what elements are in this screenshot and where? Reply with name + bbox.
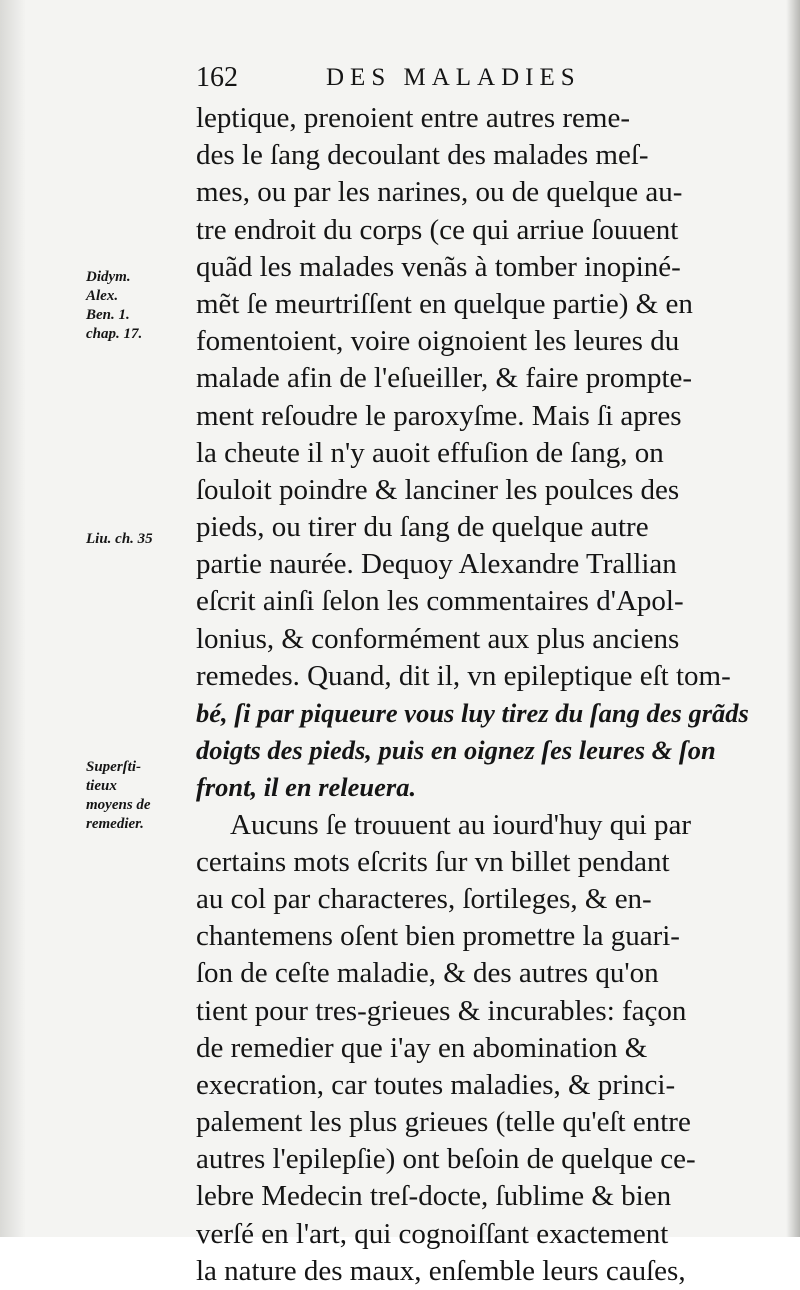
- text-line: ment reſoudre le paroxyſme. Mais ſi apres: [196, 399, 682, 432]
- running-head: [196, 58, 606, 98]
- text-line: leptique, prenoient entre autres reme-: [196, 102, 630, 134]
- margin-note-line: Superſti-: [86, 759, 142, 775]
- page-number: 162: [196, 62, 238, 93]
- page-edge-shadow: [786, 0, 800, 1237]
- text-line: palement les plus grieues (telle qu'eſt entre: [196, 1106, 691, 1139]
- text-line: eſcrit ainſi ſelon les commentaires d'Apol-: [196, 585, 684, 618]
- page-gutter-shadow: [0, 0, 26, 1237]
- text-line: mes, ou par les narines, ou de quelque au-: [196, 176, 683, 209]
- text-line: pieds, ou tirer du ſang de quelque autre: [196, 511, 649, 544]
- text-line: de remedier que i'ay en abomination &: [196, 1031, 648, 1064]
- text-line: au col par characteres, ſortileges, & en-: [196, 882, 652, 915]
- margin-note-superstitieux: [86, 758, 151, 834]
- text-line: execration, car toutes maladies, & princi-: [196, 1068, 676, 1101]
- text-line: quãd les malades venãs à tomber inopiné-: [196, 250, 681, 283]
- margin-note-line: chap. 17.: [86, 326, 143, 342]
- text-line: des le ſang decoulant des malades meſ-: [196, 139, 649, 172]
- text-line: partie naurée. Dequoy Alexandre Trallian: [196, 548, 677, 581]
- text-line: mẽt ſe meurtriſſent en quelque partie) & en: [196, 287, 693, 320]
- body-text: [196, 100, 764, 1290]
- margin-note-line: Liu. ch. 35: [86, 531, 153, 547]
- text-line: fomentoient, voire oignoient les leures du: [196, 325, 680, 358]
- text-line: ſon de ceſte maladie, & des autres qu'on: [196, 957, 659, 990]
- running-title: DES MALADIES: [326, 64, 581, 91]
- text-line: verſé en l'art, qui cognoiſſant exactement: [196, 1217, 669, 1250]
- text-line: la nature des maux, enſemble leurs cauſes,: [196, 1254, 686, 1287]
- paragraph-start-line: Aucuns ſe trouuent au iourd'huy qui par: [230, 808, 692, 841]
- quotation-line: bé, ſi par piqueure vous luy tirez du ſang des grãds: [196, 698, 749, 728]
- text-line: remedes. Quand, dit il, vn epileptique eſt tom-: [196, 659, 731, 692]
- text-line: autres l'epilepſie) ont beſoin de quelque ce-: [196, 1143, 696, 1176]
- quotation-line: doigts des pieds, puis en oignez ſes leures & ſon: [196, 735, 716, 766]
- margin-note-line: moyens de: [86, 797, 151, 813]
- margin-note-line: Didym.: [86, 269, 131, 285]
- text-line: tient pour tres-grieues & incurables: façon: [196, 994, 687, 1027]
- margin-note-line: Alex.: [86, 288, 119, 304]
- text-line: lonius, & conformément aux plus anciens: [196, 622, 680, 655]
- text-line: lebre Medecin treſ-docte, ſublime & bien: [196, 1180, 672, 1213]
- text-line: la cheute il n'y auoit effuſion de ſang, on: [196, 436, 664, 469]
- margin-note-line: remedier.: [86, 816, 144, 832]
- text-line: malade afin de l'eſueiller, & faire prompte-: [196, 362, 693, 395]
- margin-note-line: tieux: [86, 778, 117, 794]
- margin-notes: [86, 0, 194, 1237]
- margin-note-line: Ben. 1.: [86, 307, 130, 323]
- text-line: certains mots eſcrits ſur vn billet pendant: [196, 845, 670, 878]
- margin-note-livre: [86, 530, 153, 549]
- text-line: tre endroit du corps (ce qui arriue ſouuent: [196, 213, 679, 246]
- text-line: ſouloit poindre & lanciner les poulces des: [196, 473, 680, 506]
- quotation-line: front, il en releuera.: [196, 772, 417, 803]
- margin-note-didymus: [86, 268, 142, 344]
- text-line: chantemens oſent bien promettre la guari-: [196, 920, 680, 953]
